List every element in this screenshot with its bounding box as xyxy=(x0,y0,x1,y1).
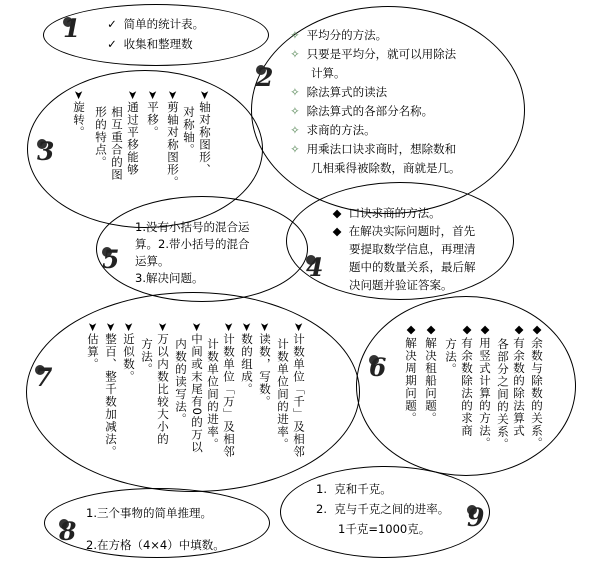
diamond-solid-icon: ◆ xyxy=(530,322,544,337)
unit-6-column: 方法。 xyxy=(444,338,458,376)
unit-8-line: 2.在方格（4×4）中填数。 xyxy=(86,538,225,552)
unit-1-item: ✓ 收集和整理数 xyxy=(104,35,193,54)
unit-7-column: ➤计数单位「千」及相邻 xyxy=(292,322,306,458)
svg-text:2: 2 xyxy=(256,63,274,92)
unit-2-item: ✧ 除法算式的各部分名称。 xyxy=(287,102,433,121)
unit-4-number-badge xyxy=(303,252,329,282)
unit-7-column: ➤万以内数比较大小的 xyxy=(156,322,170,446)
unit-5-line: 运算。 xyxy=(135,254,170,268)
chevron-icon: ➤ xyxy=(122,322,136,333)
svg-text:6: 6 xyxy=(369,353,387,382)
unit-7-column: 计数单位间的进率。 xyxy=(276,338,290,451)
unit-2-item-continuation: 计算。 xyxy=(311,66,346,80)
chevron-icon: ➤ xyxy=(104,322,118,333)
unit-3-column: ➤剪轴对称图形。 xyxy=(166,90,180,189)
svg-text:4: 4 xyxy=(306,253,324,282)
diamond-icon: ✧ xyxy=(290,47,300,61)
unit-7-column: ➤计数单位「万」及相邻 xyxy=(222,322,236,458)
unit-6-column: ◆用竖式计算的方法。 xyxy=(478,322,492,450)
diamond-solid-icon: ◆ xyxy=(404,322,418,337)
unit-5-line: 1.没有小括号的混合运 xyxy=(135,220,250,234)
chevron-icon: ➤ xyxy=(126,90,140,101)
unit-7-column: ➤整百、整千数加减法。 xyxy=(104,322,118,458)
chevron-icon: ➤ xyxy=(198,90,212,101)
unit-3-column: 对称轴。 xyxy=(182,106,196,156)
chevron-icon: ➤ xyxy=(190,322,204,333)
unit-7-number-badge xyxy=(32,362,58,392)
chevron-icon: ➤ xyxy=(156,322,170,333)
unit-9-number-badge xyxy=(464,502,490,532)
unit-7-column: 内数的读写法。 xyxy=(174,338,188,426)
diamond-icon: ✧ xyxy=(290,142,300,156)
unit-3-number-badge xyxy=(34,136,60,166)
chevron-icon: ➤ xyxy=(146,90,160,101)
diamond-icon: ✧ xyxy=(290,104,300,118)
unit-2-item: ✧ 求商的方法。 xyxy=(287,121,376,140)
unit-8-line: 1.三个事物的简单推理。 xyxy=(86,506,212,520)
diamond-solid-icon: ◆ xyxy=(332,224,342,238)
diamond-solid-icon: ◆ xyxy=(424,322,438,337)
unit-3-column: ➤平移。 xyxy=(146,90,160,139)
chevron-icon: ➤ xyxy=(258,322,272,333)
diamond-solid-icon: ◆ xyxy=(478,322,492,337)
chevron-icon: ➤ xyxy=(240,322,254,333)
unit-7-column: 计数单位间的进率。 xyxy=(206,338,220,451)
unit-2-item: ✧ 只要是平均分，就可以用除法 xyxy=(287,45,456,64)
unit-9-line: 1千克=1000克。 xyxy=(338,522,431,536)
unit-2-number-badge xyxy=(253,62,279,92)
unit-1-number-badge xyxy=(59,13,85,43)
unit-3-column: 形的特点。 xyxy=(94,106,108,169)
unit-9-line: 1. 克和千克。 xyxy=(316,482,392,496)
unit-6-column: ◆余数与除数的关系。 xyxy=(530,322,544,450)
unit-8-number-badge xyxy=(56,516,82,546)
unit-6-column: ◆解决租船问题。 xyxy=(424,322,438,425)
checkmark-icon: ✓ xyxy=(107,37,117,51)
chevron-icon: ➤ xyxy=(166,90,180,101)
svg-text:8: 8 xyxy=(59,517,77,546)
unit-7-column: ➤读数，写数。 xyxy=(258,322,272,408)
unit-4-item-continuation: 决问题并验证答案。 xyxy=(349,278,453,292)
unit-6-column: ◆有余数的除法算式 xyxy=(512,322,526,437)
checkmark-icon: ✓ xyxy=(107,17,117,31)
diamond-solid-icon: ◆ xyxy=(512,322,526,337)
svg-text:3: 3 xyxy=(37,137,55,166)
chevron-icon: ➤ xyxy=(86,322,100,333)
unit-6-column: ◆有余数除法的求商 xyxy=(460,322,474,437)
diamond-icon: ✧ xyxy=(290,28,300,42)
svg-text:5: 5 xyxy=(102,245,120,274)
unit-7-column: ➤数的组成。 xyxy=(240,322,254,396)
unit-6-number-badge xyxy=(366,352,392,382)
unit-3-column: ➤旋转。 xyxy=(72,90,86,139)
unit-4-item-continuation: 要提取数学信息，再理清 xyxy=(349,242,476,256)
unit-9-line: 2. 克与千克之间的进率。 xyxy=(316,502,450,516)
unit-7-column: ➤近似数。 xyxy=(122,322,136,383)
chevron-icon: ➤ xyxy=(222,322,236,333)
unit-6-column: 各部分之间的关系。 xyxy=(496,338,510,451)
unit-1-item: ✓ 简单的统计表。 xyxy=(104,15,204,34)
unit-2-item: ✧ 平均分的方法。 xyxy=(287,26,387,45)
diamond-icon: ✧ xyxy=(290,85,300,99)
unit-7-column: ➤估算。 xyxy=(86,322,100,371)
unit-5-line: 3.解决问题。 xyxy=(135,271,204,285)
unit-7-column: ➤中间或末尾有0的万以 xyxy=(190,322,204,454)
svg-text:1: 1 xyxy=(63,14,81,43)
unit-6-column: ◆解决周期问题。 xyxy=(404,322,418,425)
chevron-icon: ➤ xyxy=(72,90,86,101)
unit-4-item: ◆ 口诀求商的方法。 xyxy=(329,204,441,223)
unit-4-item: ◆ 在解决实际问题时，首先 xyxy=(329,222,475,241)
diamond-icon: ✧ xyxy=(290,123,300,137)
svg-text:7: 7 xyxy=(35,363,53,392)
chevron-icon: ➤ xyxy=(292,322,306,333)
unit-2-item: ✧ 除法算式的读法 xyxy=(287,83,387,102)
unit-7-column: 方法。 xyxy=(140,338,154,376)
diamond-solid-icon: ◆ xyxy=(332,206,342,220)
unit-5-line: 算。2.带小括号的混合 xyxy=(135,237,250,251)
unit-5-number-badge xyxy=(99,244,125,274)
unit-4-item-continuation: 题中的数量关系，最后解 xyxy=(349,260,476,274)
unit-3-column: 相互重合的图 xyxy=(110,106,124,181)
diamond-solid-icon: ◆ xyxy=(460,322,474,337)
svg-text:9: 9 xyxy=(467,503,485,532)
unit-3-column: ➤轴对称图形、 xyxy=(198,90,212,176)
unit-2-item: ✧ 用乘法口诀求商时，想除数和 xyxy=(287,140,456,159)
unit-2-item-continuation: 几相乘得被除数，商就是几。 xyxy=(311,161,461,175)
unit-3-column: ➤通过平移能够 xyxy=(126,90,140,176)
